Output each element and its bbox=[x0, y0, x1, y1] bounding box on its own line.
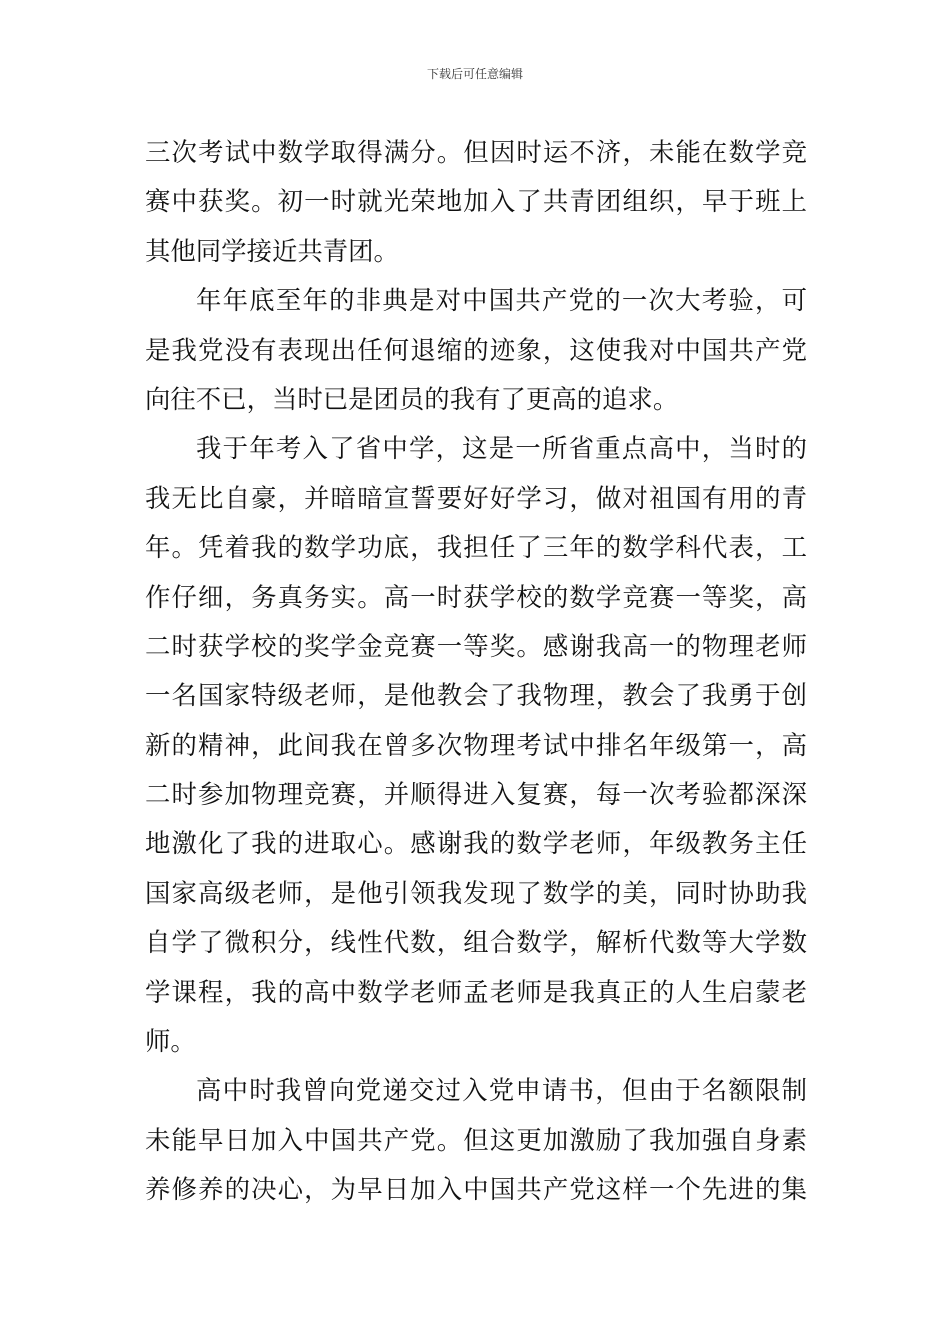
text-line: 三次考试中数学取得满分。但因时运不济，未能在数学竞 bbox=[145, 137, 807, 167]
text-line: 高中时我曾向党递交过入党申请书，但由于名额限制 bbox=[196, 1075, 807, 1106]
text-line: 是我党没有表现出任何退缩的迹象，这使我对中国共产党 bbox=[145, 334, 807, 365]
text-line: 地激化了我的进取心。感谢我的数学老师，年级教务主任 bbox=[145, 828, 807, 859]
document-body bbox=[145, 128, 807, 1215]
text-line: 未能早日加入中国共产党。但这更加激励了我加强自身素 bbox=[145, 1124, 807, 1155]
text-line: 二时获学校的奖学金竞赛一等奖。感谢我高一的物理老师 bbox=[145, 630, 807, 661]
text-line: 我无比自豪，并暗暗宣誓要好好学习，做对祖国有用的青 bbox=[145, 482, 807, 513]
text-line: 一名国家特级老师，是他教会了我物理，教会了我勇于创 bbox=[145, 680, 807, 711]
paragraph bbox=[145, 1066, 807, 1214]
text-line: 向往不已，当时已是团员的我有了更高的追求。 bbox=[145, 383, 679, 414]
paragraph bbox=[145, 128, 807, 276]
text-line: 国家高级老师，是他引领我发现了数学的美，同时协助我 bbox=[145, 877, 807, 908]
text-line: 学课程，我的高中数学老师孟老师是我真正的人生启蒙老 bbox=[145, 976, 807, 1007]
text-line: 其他同学接近共青团。 bbox=[145, 235, 399, 266]
paragraph bbox=[145, 424, 807, 1066]
text-line: 自学了微积分，线性代数，组合数学，解析代数等大学数 bbox=[145, 927, 807, 958]
text-line: 作仔细，务真务实。高一时获学校的数学竞赛一等奖，高 bbox=[145, 581, 807, 612]
paragraph bbox=[145, 276, 807, 424]
text-line: 赛中获奖。初一时就光荣地加入了共青团组织，早于班上 bbox=[145, 186, 807, 217]
text-line: 我于年考入了省中学，这是一所省重点高中，当时的 bbox=[196, 433, 807, 464]
text-line: 二时参加物理竞赛，并顺得进入复赛，每一次考验都深深 bbox=[145, 779, 807, 810]
text-line: 养修养的决心，为早日加入中国共产党这样一个先进的集 bbox=[145, 1174, 807, 1205]
text-line: 新的精神，此间我在曾多次物理考试中排名年级第一，高 bbox=[145, 729, 807, 760]
page-header: 下载后可任意编辑 bbox=[426, 67, 523, 81]
text-line: 年年底至年的非典是对中国共产党的一次大考验，可 bbox=[196, 285, 807, 316]
text-line: 年。凭着我的数学功底，我担任了三年的数学科代表，工 bbox=[145, 532, 807, 563]
text-line: 师。 bbox=[145, 1026, 196, 1057]
